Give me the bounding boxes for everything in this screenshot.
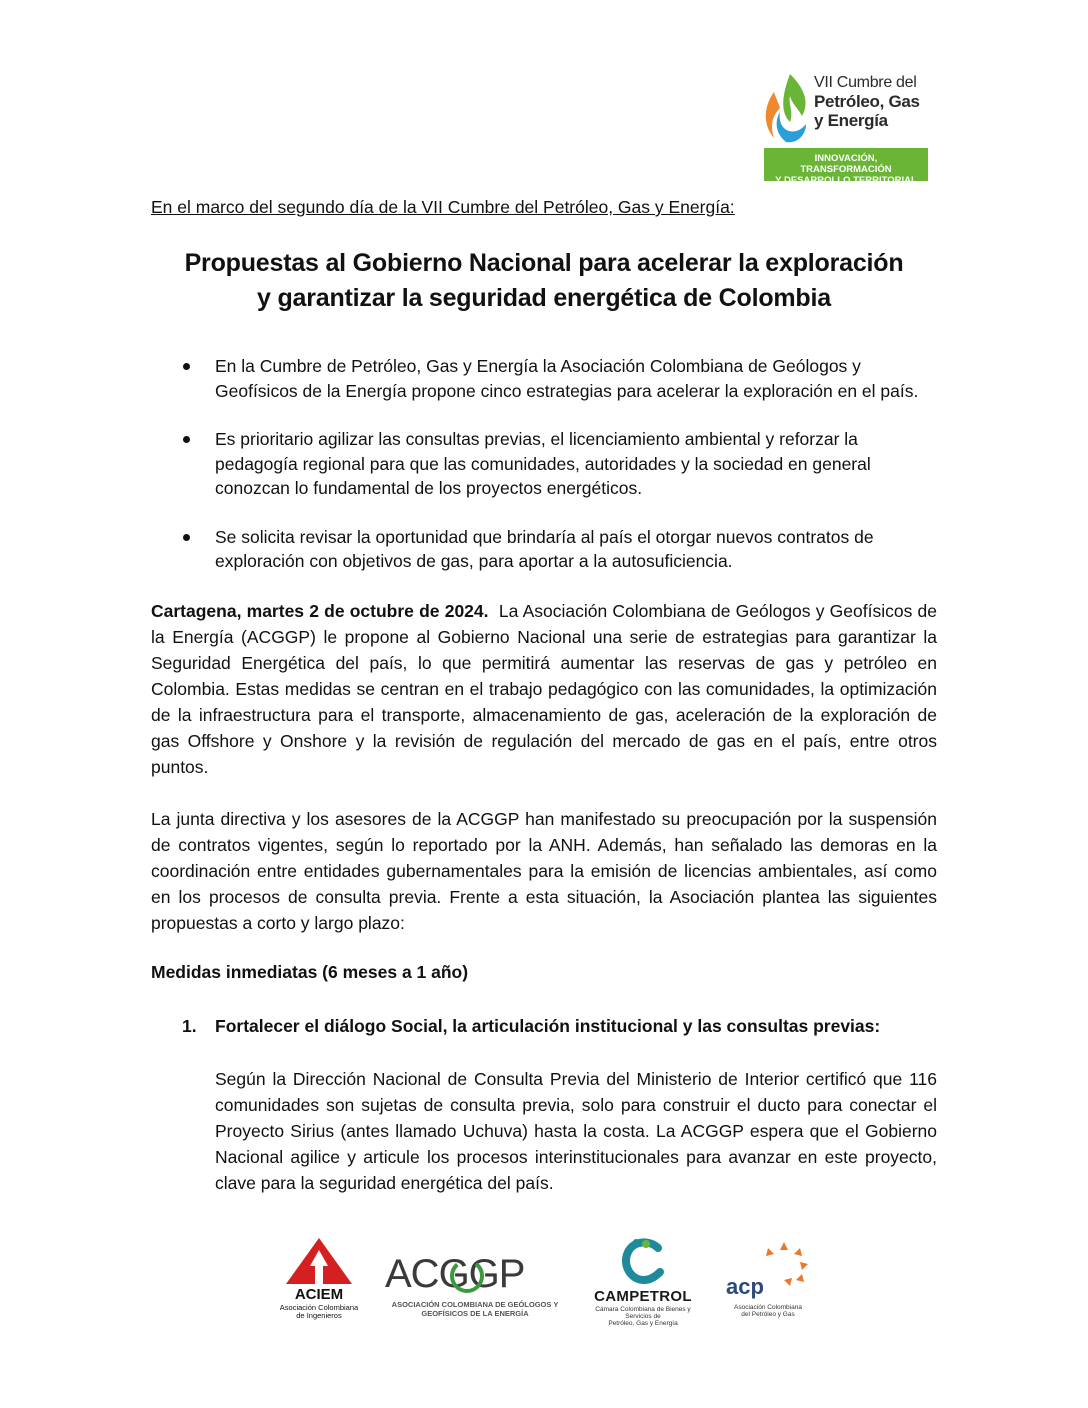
acp-name: acp: [726, 1274, 764, 1299]
summary-bullets: [180, 354, 940, 598]
campetrol-subtitle-line1: Cámara Colombiana de Bienes y Servicios de: [595, 1306, 691, 1320]
acggp-ring-icon: [447, 1256, 487, 1296]
bullet-item: [180, 354, 940, 403]
cumbre-logo: [760, 70, 932, 184]
acp-subtitle-line1: Asociación Colombiana: [734, 1304, 802, 1311]
cumbre-tagline-line1: INNOVACIÓN, TRANSFORMACIÓN: [800, 153, 892, 175]
item-body: Según la Dirección Nacional de Consulta Previa del Ministerio de Interior certificó que 116 comunidades son sujetas de consulta previa, solo para construir el ducto para conectar el Proyecto Sirius (antes llamado Uchuva) hasta la costa. La ACGGP espera que el Gobierno Nacional agilice y articule los procesos interinstitucionales para avanzar en este proyecto, clave para la seguridad energética del país.: [215, 1069, 937, 1193]
acggp-subtitle: [385, 1300, 565, 1318]
item-number: 1.: [182, 1016, 197, 1036]
aciem-triangle-icon: [278, 1236, 360, 1286]
body-paragraph-1: [151, 598, 937, 780]
aciem-subtitle-line1: Asociación Colombiana: [279, 1303, 359, 1312]
paragraph1-body: La Asociación Colombiana de Geólogos y Geofísicos de la Energía (ACGGP) le propone al Gobierno Nacional una serie de estrategias para garantizar la Seguridad Energética del país, lo que permitirá aumentar las reservas de gas y petróleo en Colombia. Estas medidas se centran en el trabajo pedagógico con las comunidades, la optimización de la infraestructura para el transporte, almacenamiento de gas, aceleración de la exploración de gas Offshore y Onshore y la revisión de regulación del mercado de gas en el país, entre otros puntos.: [151, 601, 937, 777]
bullet-text: En la Cumbre de Petróleo, Gas y Energía la Asociación Colombiana de Geólogos y Geofísicos de la Energía propone cinco estrategias para acelerar la exploración en el país.: [215, 356, 919, 401]
cumbre-logo-line2: Petróleo, Gas: [814, 92, 920, 111]
bullet-item: [180, 525, 940, 574]
campetrol-c-icon: [584, 1236, 702, 1288]
acp-logo: [726, 1242, 816, 1324]
acggp-subtitle-line1: ASOCIACIÓN COLOMBIANA DE GEÓLOGOS Y: [391, 1300, 559, 1309]
campetrol-logo: [584, 1236, 702, 1327]
page-title: [151, 246, 937, 316]
item-title: Fortalecer el diálogo Social, la articulación institucional y las consultas previas:: [215, 1016, 881, 1036]
bullet-text: Es prioritario agilizar las consultas previas, el licenciamiento ambiental y reforzar la pedagogía regional para que las comunidades, autoridades y la sociedad en general conozcan lo fundamental de los proyectos energéticos.: [215, 429, 871, 498]
cumbre-logo-line3: y Energía: [814, 111, 888, 130]
bullet-dot-icon: [183, 534, 190, 541]
bullet-text: Se solicita revisar la oportunidad que brindaría al país el otorgar nuevos contratos de exploración con objetivos de gas, para aportar a la autosuficiencia.: [215, 526, 874, 571]
dateline: Cartagena, martes 2 de octubre de 2024.: [151, 601, 489, 621]
aciem-subtitle-line2: de Ingenieros: [296, 1311, 342, 1320]
flame-icon: [760, 72, 812, 144]
cumbre-tagline-line2: Y DESARROLLO TERRITORIAL: [775, 175, 917, 186]
acggp-name: ACGGP: [385, 1252, 525, 1296]
headline-line2: y garantizar la seguridad energética de Colombia: [257, 284, 831, 312]
cumbre-logo-line1: VII Cumbre del: [814, 74, 917, 91]
acggp-subtitle-line2: GEOFÍSICOS DE LA ENERGÍA: [421, 1309, 529, 1318]
aciem-subtitle: [278, 1304, 360, 1320]
acggp-logo: [385, 1252, 565, 1322]
kicker-text: En el marco del segundo día de la VII Cumbre del Petróleo, Gas y Energía:: [151, 197, 735, 217]
headline-line1: Propuestas al Gobierno Nacional para acelerar la exploración: [184, 249, 904, 277]
campetrol-name: CAMPETROL: [594, 1288, 692, 1305]
aciem-logo: [278, 1236, 360, 1324]
campetrol-subtitle-line2: Petróleo, Gas y Energía: [608, 1320, 678, 1327]
bullet-dot-icon: [183, 436, 190, 443]
campetrol-subtitle: [584, 1306, 702, 1327]
section-title: Medidas inmediatas (6 meses a 1 año): [151, 962, 469, 982]
acp-subtitle-line2: del Petróleo y Gas: [741, 1311, 795, 1318]
cumbre-logo-tagline: [764, 148, 928, 186]
aciem-name: ACIEM: [294, 1286, 344, 1303]
acp-subtitle: [726, 1304, 810, 1318]
body-paragraph-2: La junta directiva y los asesores de la ACGGP han manifestado su preocupación por la suspensión de contratos vigentes, según lo reportado por la ANH. Además, han señalado las demoras en la coordinación entre entidades gubernamentales para la emisión de licencias ambientales, así como en los procesos de consulta previa. Frente a esta situación, la Asociación plantea las siguientes propuestas a corto y largo plazo:: [151, 809, 937, 933]
bullet-dot-icon: [183, 363, 190, 370]
bullet-item: [180, 427, 940, 501]
